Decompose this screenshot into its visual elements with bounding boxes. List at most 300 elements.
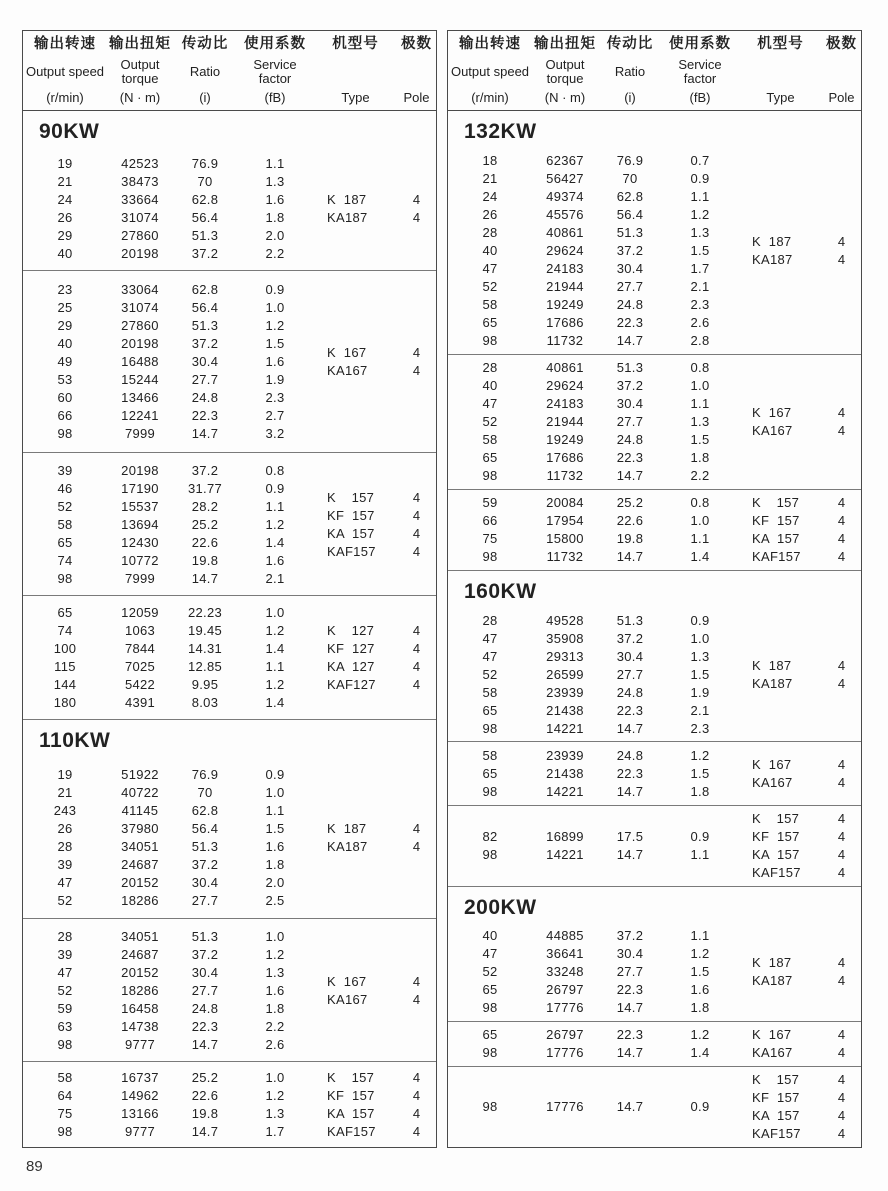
cell-ratio: 24.8 [191,390,219,406]
table-row [448,981,738,999]
cell-type: K 167 [327,973,367,989]
cell-output-torque: 21944 [546,278,584,294]
table-row [23,299,313,317]
table-row [23,891,313,909]
table-row [448,846,738,864]
cell-output-speed: 19 [57,156,73,172]
table-row [448,629,738,647]
table-row [23,173,313,191]
cell-output-torque: 15537 [121,498,159,514]
table-row [23,227,313,245]
cell-output-speed: 100 [53,641,77,657]
cell-service-factor: 1.2 [265,946,285,962]
cell-service-factor: 1.4 [690,1045,710,1061]
cell-output-torque: 7844 [124,641,156,657]
cell-service-factor: 2.1 [265,570,285,586]
column-label-unit: Pole [828,90,855,105]
cell-pole: 4 [412,1088,421,1104]
cell-output-speed: 52 [482,666,498,682]
column-label-zh: 输出扭矩 [109,36,171,52]
cell-pole: 4 [412,489,421,505]
cell-ratio: 19.45 [187,623,223,639]
cell-service-factor: 2.2 [265,246,285,262]
cell-output-torque: 33664 [121,192,159,208]
cell-output-speed: 39 [57,856,73,872]
cell-service-factor: 1.3 [690,414,710,430]
column-label-unit: (N · m) [544,90,586,105]
cell-service-factor: 2.3 [690,720,710,736]
cell-ratio: 30.4 [616,946,644,962]
cell-ratio: 24.8 [616,747,644,763]
column-label-zh: 极数 [401,36,432,52]
cell-ratio: 51.3 [191,838,219,854]
column-label-zh: 传动比 [181,36,229,52]
cell-pole: 4 [837,973,846,989]
cell-service-factor: 1.5 [690,242,710,258]
data-rows [448,746,738,800]
cell-output-speed: 243 [53,802,77,818]
cell-output-speed: 60 [57,390,73,406]
type-row [738,548,860,566]
cell-output-torque: 33064 [121,282,159,298]
cell-output-speed: 65 [57,605,73,621]
cell-ratio: 22.3 [616,314,644,330]
cell-output-torque: 49528 [546,612,584,628]
cell-pole: 4 [412,1070,421,1086]
cell-output-torque: 17776 [546,1000,584,1016]
cell-type: K 187 [327,820,367,836]
cell-ratio: 30.4 [191,874,219,890]
type-row [313,1087,435,1105]
cell-pole: 4 [837,756,846,772]
header-cell [598,31,662,110]
table-row [23,569,313,587]
cell-output-speed: 63 [57,1018,73,1034]
header-cell [662,31,738,110]
cell-ratio: 30.4 [616,260,644,276]
cell-service-factor: 0.9 [690,829,710,845]
ratio-group [448,806,861,887]
cell-type: K 167 [327,345,367,361]
cell-ratio: 19.8 [191,1106,219,1122]
cell-output-torque: 18286 [121,982,159,998]
cell-output-torque: 15800 [546,531,584,547]
cell-ratio: 51.3 [191,928,219,944]
cell-type: KF 157 [327,507,375,523]
cell-output-speed: 180 [53,695,77,711]
cell-type: K 157 [752,495,800,511]
type-row [738,494,860,512]
cell-output-speed: 28 [482,612,498,628]
cell-output-torque: 24183 [546,396,584,412]
cell-ratio: 37.2 [616,242,644,258]
cell-service-factor: 0.7 [690,152,710,168]
cell-ratio: 19.8 [191,552,219,568]
cell-ratio: 30.4 [616,648,644,664]
cell-output-torque: 29624 [546,378,584,394]
ratio-group [448,355,861,490]
cell-output-speed: 98 [482,847,498,863]
cell-type: KA187 [752,973,793,989]
section-title: 90KW [39,120,100,143]
cell-output-speed: 66 [482,513,498,529]
ratio-group [23,453,436,596]
table-row [23,676,313,694]
cell-output-torque: 27860 [121,318,159,334]
cell-service-factor: 0.8 [690,360,710,376]
cell-service-factor: 1.5 [265,820,285,836]
cell-type: K 167 [752,405,792,421]
cell-ratio: 25.2 [191,516,219,532]
cell-output-speed: 40 [57,336,73,352]
cell-output-speed: 58 [57,516,73,532]
cell-service-factor: 1.9 [265,372,285,388]
type-row [738,422,860,440]
cell-output-speed: 82 [482,829,498,845]
cell-service-factor: 1.0 [265,300,285,316]
cell-output-speed: 28 [482,360,498,376]
cell-output-torque: 17686 [546,314,584,330]
data-rows [23,461,313,587]
cell-service-factor: 0.8 [265,462,285,478]
table-row [23,801,313,819]
cell-service-factor: 2.8 [690,332,710,348]
cell-output-speed: 65 [482,982,498,998]
cell-ratio: 51.3 [616,360,644,376]
type-row [313,990,435,1008]
cell-pole: 4 [837,955,846,971]
cell-pole: 4 [412,623,421,639]
table-row [448,494,738,512]
cell-ratio: 22.3 [616,982,644,998]
cell-output-speed: 58 [482,747,498,763]
cell-output-torque: 21438 [546,765,584,781]
cell-output-speed: 47 [482,396,498,412]
cell-output-speed: 65 [482,765,498,781]
cell-service-factor: 1.1 [265,156,285,172]
header-cell [398,31,435,110]
cell-pole: 4 [412,677,421,693]
cell-output-speed: 25 [57,300,73,316]
cell-output-speed: 144 [53,677,77,693]
column-label-zh: 机型号 [332,36,379,52]
cell-ratio: 51.3 [191,318,219,334]
table-row [448,548,738,566]
table-row [23,461,313,479]
cell-output-speed: 24 [482,188,498,204]
cell-ratio: 51.3 [616,224,644,240]
spec-table [447,30,862,1148]
cell-output-torque: 16737 [121,1070,159,1086]
cell-service-factor: 1.1 [265,802,285,818]
table-row [23,389,313,407]
cell-service-factor: 1.8 [690,1000,710,1016]
cell-output-torque: 17776 [546,1045,584,1061]
cell-ratio: 22.6 [616,513,644,529]
type-row [738,1026,860,1044]
cell-service-factor: 1.6 [265,354,285,370]
cell-ratio: 30.4 [191,964,219,980]
cell-type: KA187 [752,675,793,691]
column-label-zh: 极数 [826,36,857,52]
column-label-unit: (N · m) [119,90,161,105]
cell-service-factor: 1.0 [690,378,710,394]
cell-output-torque: 26797 [546,1027,584,1043]
table-row [23,191,313,209]
table-row [23,963,313,981]
cell-output-speed: 40 [482,242,498,258]
cell-output-speed: 28 [482,224,498,240]
column-label-zh: 机型号 [757,36,804,52]
cell-ratio: 22.3 [191,408,219,424]
cell-output-speed: 47 [57,874,73,890]
cell-service-factor: 1.8 [265,856,285,872]
cell-type: KA167 [752,423,793,439]
cell-ratio: 30.4 [191,354,219,370]
cell-output-speed: 58 [57,1070,73,1086]
data-rows [448,927,738,1017]
cell-output-torque: 41145 [121,802,159,818]
cell-output-torque: 16488 [121,354,159,370]
table-row [23,873,313,891]
cell-service-factor: 1.5 [690,432,710,448]
cell-output-speed: 98 [57,1124,73,1140]
cell-output-torque: 26599 [546,666,584,682]
cell-output-torque: 7025 [124,659,156,675]
cell-service-factor: 2.2 [265,1018,285,1034]
table-row [23,945,313,963]
cell-ratio: 27.7 [191,982,219,998]
cell-output-speed: 52 [57,892,73,908]
column-label-zh: 输出转速 [34,36,96,52]
cell-service-factor: 1.5 [265,336,285,352]
column-label-unit: Type [766,90,795,105]
cell-ratio: 37.2 [191,946,219,962]
cell-service-factor: 1.6 [265,982,285,998]
cell-ratio: 62.8 [616,188,644,204]
cell-ratio: 8.03 [191,695,219,711]
section-title: 132KW [464,120,537,143]
cell-output-speed: 98 [482,332,498,348]
cell-output-speed: 115 [54,659,76,675]
cell-output-speed: 21 [57,174,73,190]
data-rows [23,155,313,263]
table-row [448,395,738,413]
column-label-zh: 输出转速 [459,36,521,52]
cell-type: KA167 [752,774,793,790]
cell-pole: 4 [837,233,846,249]
cell-service-factor: 1.5 [690,666,710,682]
type-row [313,819,435,837]
cell-pole: 4 [837,829,846,845]
cell-service-factor: 1.5 [690,964,710,980]
column-label-en: Ratio [614,63,646,79]
ratio-group [23,271,436,453]
type-row [313,362,435,380]
cell-service-factor: 2.0 [265,228,285,244]
cell-output-torque: 17776 [546,1099,584,1115]
cell-type: KF 127 [327,641,375,657]
type-list [313,488,435,560]
cell-ratio: 37.2 [616,630,644,646]
ratio-group [448,923,861,1022]
cell-output-torque: 9777 [124,1036,156,1052]
table-row [448,377,738,395]
type-row [738,674,860,692]
type-row [313,209,435,227]
cell-ratio: 30.4 [616,396,644,412]
type-row [738,512,860,530]
cell-output-speed: 21 [57,784,73,800]
ratio-group [448,1022,861,1067]
cell-service-factor: 2.1 [690,702,710,718]
cell-output-torque: 7999 [124,570,156,586]
cell-output-torque: 35908 [546,630,584,646]
cell-output-speed: 26 [57,210,73,226]
cell-ratio: 37.2 [191,856,219,872]
cell-service-factor: 1.1 [690,928,710,944]
table-row [448,241,738,259]
cell-output-torque: 13694 [121,516,159,532]
data-rows [448,611,738,737]
table-row [23,1069,313,1087]
cell-service-factor: 1.7 [690,260,710,276]
cell-output-speed: 19 [57,766,73,782]
cell-service-factor: 1.5 [690,765,710,781]
cell-service-factor: 1.2 [265,623,285,639]
type-list [738,232,860,268]
cell-ratio: 14.7 [191,1124,219,1140]
type-row [313,676,435,694]
cell-output-speed: 52 [57,982,73,998]
cell-output-speed: 53 [57,372,73,388]
cell-ratio: 14.7 [616,332,644,348]
cell-output-torque: 14221 [546,783,584,799]
cell-ratio: 22.6 [191,1088,219,1104]
cell-ratio: 62.8 [191,192,219,208]
column-label-zh: 传动比 [606,36,654,52]
type-row [313,1123,435,1141]
cell-ratio: 56.4 [191,300,219,316]
type-row [738,232,860,250]
table-row [23,640,313,658]
table-row [448,223,738,241]
column-label-unit: Type [341,90,370,105]
cell-output-speed: 24 [57,192,73,208]
cell-service-factor: 1.1 [690,188,710,204]
cell-ratio: 14.7 [616,468,644,484]
cell-ratio: 27.7 [616,964,644,980]
cell-output-torque: 29313 [546,648,584,664]
cell-type: K 187 [752,233,792,249]
cell-pole: 4 [837,549,846,565]
header-cell [823,31,860,110]
cell-ratio: 24.8 [191,1000,219,1016]
cell-ratio: 14.7 [616,1045,644,1061]
cell-output-torque: 18286 [121,892,159,908]
type-row [738,1044,860,1062]
cell-pole: 4 [837,774,846,790]
type-row [313,488,435,506]
cell-service-factor: 1.2 [690,206,710,222]
cell-ratio: 22.3 [616,450,644,466]
type-row [313,640,435,658]
table-row [448,1098,738,1116]
type-list [738,954,860,990]
cell-pole: 4 [412,973,421,989]
cell-ratio: 37.2 [616,378,644,394]
table-row [448,205,738,223]
cell-output-speed: 98 [482,720,498,736]
cell-type: KF 157 [752,513,800,529]
cell-type: K 167 [752,756,792,772]
cell-output-torque: 40861 [546,224,584,240]
type-row [313,542,435,560]
table-row [23,1035,313,1053]
cell-ratio: 22.3 [616,1027,644,1043]
cell-output-torque: 9777 [124,1124,156,1140]
cell-output-speed: 98 [482,1045,498,1061]
cell-output-speed: 98 [482,1099,498,1115]
cell-service-factor: 1.1 [690,847,710,863]
type-row [738,954,860,972]
cell-service-factor: 2.1 [690,278,710,294]
type-row [738,1107,860,1125]
cell-service-factor: 1.0 [265,928,285,944]
table-row [23,281,313,299]
cell-ratio: 14.7 [616,549,644,565]
cell-service-factor: 1.2 [265,1088,285,1104]
cell-ratio: 12.85 [187,659,223,675]
cell-output-speed: 47 [482,630,498,646]
cell-ratio: 27.7 [616,278,644,294]
table-row [23,927,313,945]
cell-type: KAF127 [327,677,376,693]
data-rows [23,604,313,712]
type-row [738,1071,860,1089]
cell-output-speed: 59 [482,495,498,511]
cell-output-speed: 98 [482,549,498,565]
page-number: 89 [26,1158,43,1175]
type-row [313,1069,435,1087]
column-label-unit: (fB) [264,90,286,105]
cell-service-factor: 1.0 [690,513,710,529]
cell-service-factor: 1.3 [265,1106,285,1122]
cell-pole: 4 [837,1108,846,1124]
cell-ratio: 62.8 [191,802,219,818]
cell-ratio: 37.2 [191,336,219,352]
cell-type: K 157 [752,1072,800,1088]
cell-output-speed: 29 [57,228,73,244]
section-title: 110KW [39,729,111,753]
ratio-group [23,596,436,720]
cell-output-torque: 5422 [124,677,156,693]
data-rows [448,359,738,485]
data-rows [23,281,313,443]
cell-ratio: 14.7 [616,847,644,863]
cell-ratio: 14.31 [187,641,223,657]
ratio-group [448,742,861,805]
header-cell [313,31,398,110]
table-row [448,683,738,701]
cell-service-factor: 1.3 [690,224,710,240]
cell-pole: 4 [837,405,846,421]
cell-pole: 4 [412,507,421,523]
cell-output-speed: 39 [57,946,73,962]
cell-ratio: 24.8 [616,296,644,312]
cell-ratio: 14.7 [191,1036,219,1052]
type-row [738,972,860,990]
